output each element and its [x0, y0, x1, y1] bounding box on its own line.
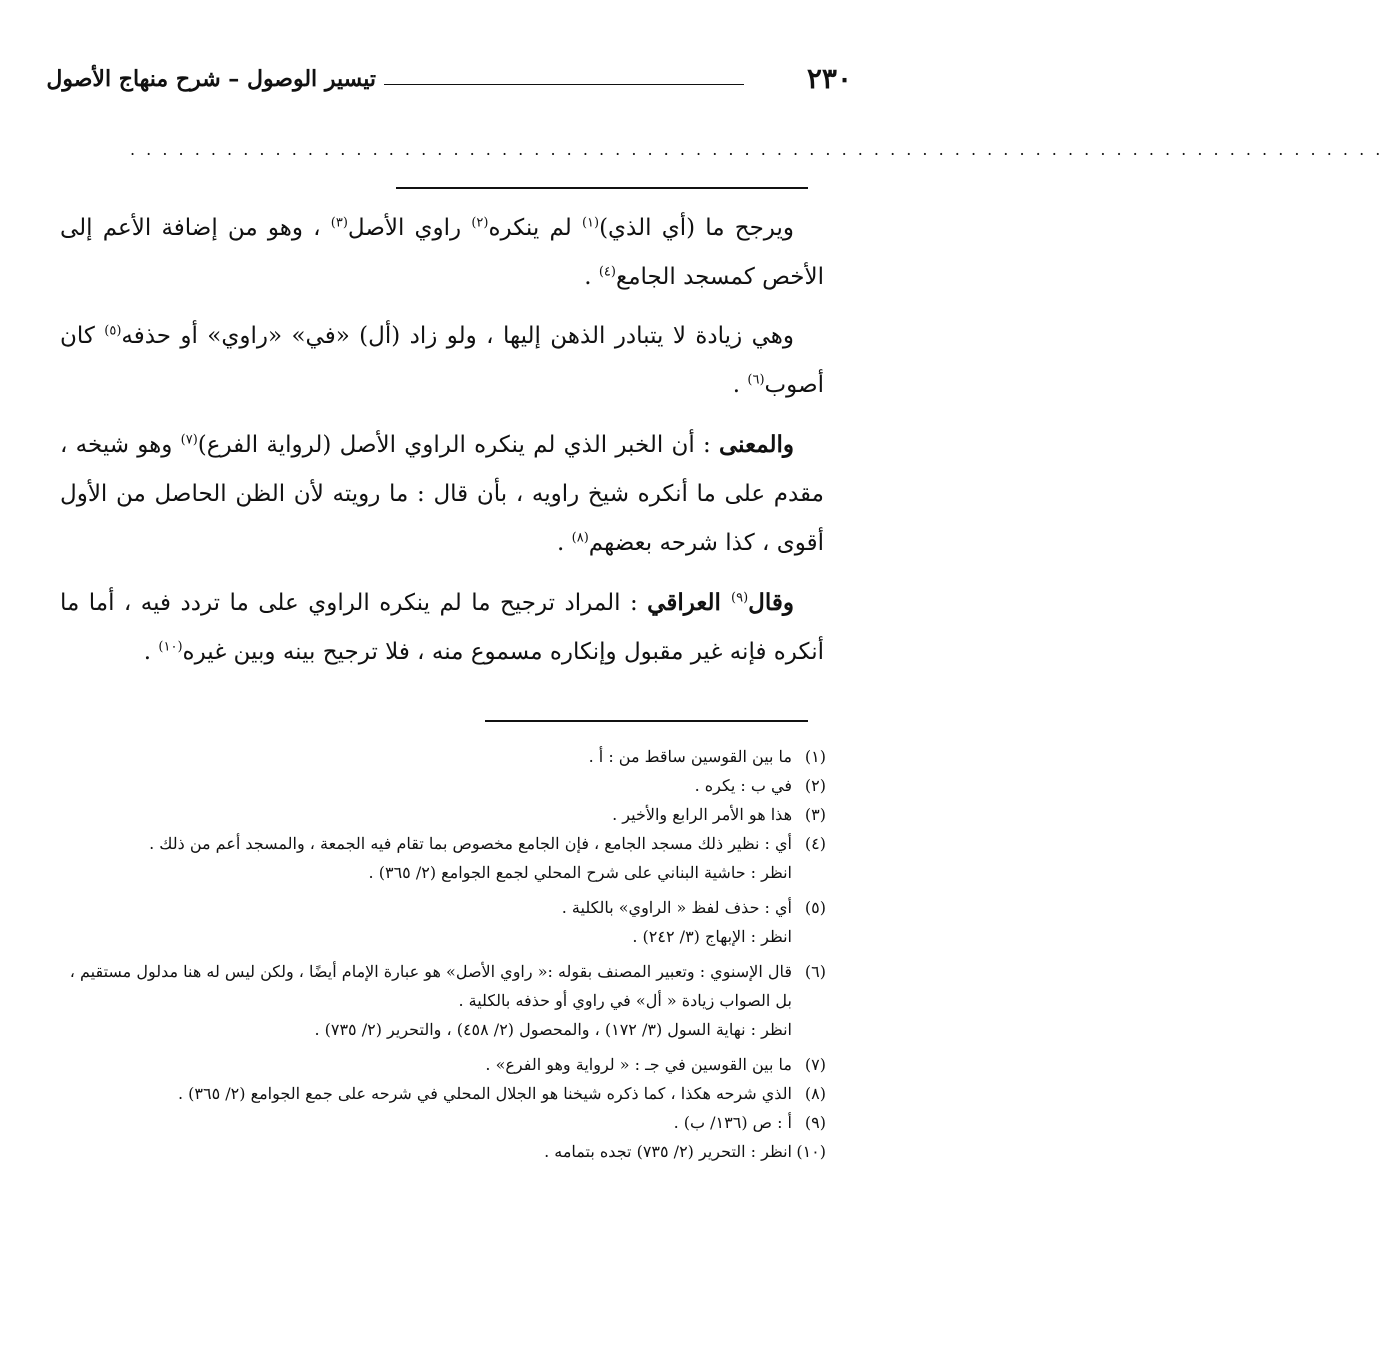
- footnote-4: (٤) أي : نظير ذلك مسجد الجامع ، فإن الجامع مخصوص بما تقام فيه الجمعة ، والمسجد أعم من ذلك . انظر : حاشية البناني على شرح المحلي لجمع الجوامع (٢/ ٣٦٥) .: [149, 834, 826, 882]
- paragraph-4: وقال$^{(٩)}$ العراقي : المراد ترجيح ما لم ينكره الراوي على ما تردد فيه ، أما ما أنكره فإنه غير مقبول وإنكاره مسموع منه ، فلا ترجيح بينه وبين غيره$^{(١٠)}$ .: [60, 589, 824, 665]
- footnotes: [60, 742, 826, 1166]
- footnote-6: (٦) قال الإسنوي : وتعبير المصنف بقوله :« راوي الأصل» هو عبارة الإمام أيضًا ، ولكن ليس له هنا مدلول مستقيم ، بل الصواب زيادة « أل» في راوي أو حذفه بالكلية . انظر : نهاية السول (٣/ ١٧٢) ، والمحصول (٢/ ٤٥٨) ، والتحرير (٢/ ٧٣٥) .: [69, 962, 826, 1039]
- footnote-9: (٩) أ : ص (١٣٦/ ب) .: [673, 1113, 826, 1132]
- footnote-2: (٢) في ب : يكره .: [694, 776, 826, 795]
- footnote-7: (٧) ما بين القوسين في جـ : « لرواية وهو الفرع» .: [485, 1055, 826, 1074]
- ellipsis-dots: . . . . . . . . . . . . . . . . . . . . . . . . . . . . . . . . . . . . . . . . . . . . . . . . . . . . . . . . . . . . . . . . . . . . . . . . . . . . . .: [130, 140, 1383, 159]
- footnote-8: (٨) الذي شرحه هكذا ، كما ذكره شيخنا هو الجلال المحلي في شرحه على جمع الجوامع (٢/ ٣٦٥) .: [177, 1084, 826, 1103]
- page-number: ٢٣٠: [806, 62, 852, 95]
- section-divider: [396, 187, 808, 189]
- footnote-10: (١٠) انظر : التحرير (٢/ ٧٣٥) تجده بتمامه .: [544, 1142, 826, 1161]
- main-text: [60, 204, 824, 687]
- header-rule: [384, 84, 744, 85]
- footnote-1: (١) ما بين القوسين ساقط من : أ .: [588, 747, 826, 766]
- paragraph-1: ويرجح ما (أي الذي)$^{(١)}$ لم ينكره$^{(٢)}$ راوي الأصل$^{(٣)}$ ، وهو من إضافة الأعم إلى الأخص كمسجد الجامع$^{(٤)}$ .: [60, 215, 824, 290]
- footnote-divider: [485, 720, 808, 722]
- footnote-5: (٥) أي : حذف لفظ « الراوي» بالكلية . انظر : الإبهاج (٣/ ٢٤٢) .: [561, 898, 826, 946]
- running-title: تيسير الوصول – شرح منهاج الأصول: [46, 66, 376, 92]
- paragraph-3: والمعنى : أن الخبر الذي لم ينكره الراوي الأصل (لرواية الفرع)$^{(٧)}$ وهو شيخه ، مقدم على ما أنكره شيخ راويه ، بأن قال : ما رويته لأن الظن الحاصل من الأول أقوى ، كذا شرحه بعضهم$^{(٨)}$ .: [60, 431, 824, 556]
- footnote-3: (٣) هذا هو الأمر الرابع والأخير .: [612, 805, 826, 824]
- paragraph-2: وهي زيادة لا يتبادر الذهن إليها ، ولو زاد (أل) «في» «راوي» أو حذفه$^{(٥)}$ كان أصوب$^{(٦)}$ .: [60, 323, 824, 398]
